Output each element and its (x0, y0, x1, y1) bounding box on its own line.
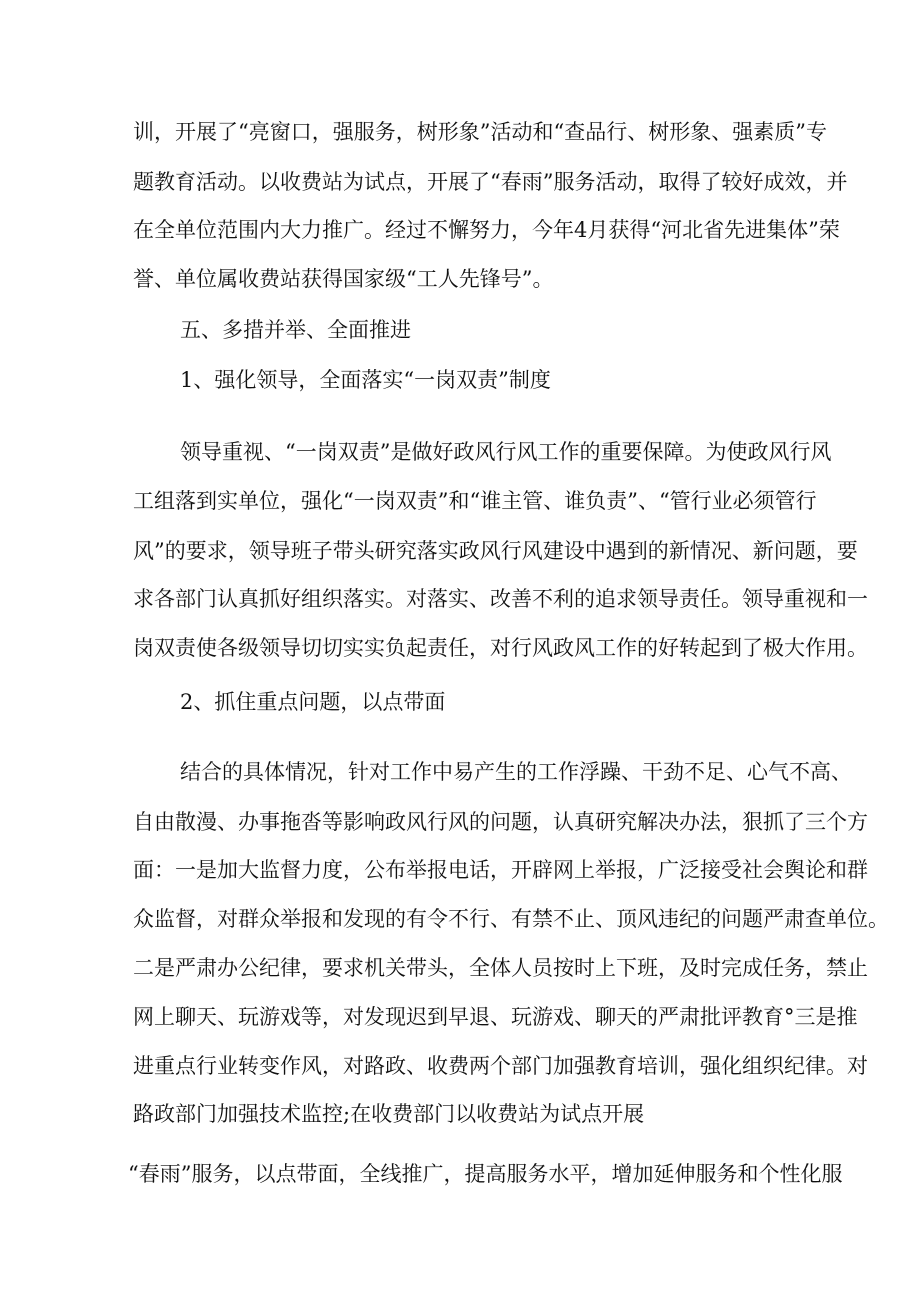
paragraph-4-line-1: “春雨”服务，以点带面，全线推广，提高服务水平，增加延伸服务和个性化服 (128, 1162, 843, 1186)
paragraph-3-line-4: 众监督，对群众举报和发现的有令不行、有禁不止、顶风违纪的问题严肃查单位。 (133, 907, 889, 931)
paragraph-2-line-5: 岗双责使各级领导切切实实负起责任，对行风政风工作的好转起到了极大作用。 (133, 636, 868, 660)
paragraph-1-line-3: 在全单位范围内大力推广。经过不懈努力，今年4月获得“河北省先进集体”荣 (133, 218, 840, 242)
paragraph-3-line-7: 进重点行业转变作风，对路政、收费两个部门加强教育培训，强化组织纪律。对 (133, 1054, 868, 1078)
paragraph-3-line-3: 面：一是加大监督力度，公布举报电话，开辟网上举报，广泛接受社会舆论和群 (133, 858, 868, 882)
paragraph-2-line-2: 工组落到实单位，强化“一岗双责”和“谁主管、谁负责”、“管行业必须管行 (133, 489, 817, 513)
paragraph-1-line-2: 题教育活动。以收费站为试点，开展了“春雨”服务活动，取得了较好成效，并 (133, 170, 848, 194)
paragraph-3-line-6: 网上聊天、玩游戏等，对发现迟到早退、玩游戏、聊天的严肃批评教育°三是推 (133, 1005, 858, 1029)
paragraph-2-line-4: 求各部门认真抓好组织落实。对落实、改善不利的追求领导责任。领导重视和一 (133, 587, 868, 611)
subsection-2-heading: 2、抓住重点问题，以点带面 (180, 690, 446, 714)
paragraph-3-line-2: 自由散漫、办事拖沓等影响政风行风的问题，认真研究解决办法，狠抓了三个方 (133, 810, 868, 834)
paragraph-3-line-5: 二是严肃办公纪律，要求机关带头，全体人员按时上下班，及时完成任务，禁止 (133, 956, 868, 980)
paragraph-3-line-1: 结合的具体情况，针对工作中易产生的工作浮躁、干劲不足、心气不高、 (180, 760, 852, 784)
subsection-1-heading: 1、强化领导，全面落实“一岗双责”制度 (180, 368, 551, 392)
paragraph-1-line-4: 誉、单位属收费站获得国家级“工人先锋号”。 (133, 267, 554, 291)
paragraph-2-line-3: 风”的要求，领导班子带头研究落实政风行风建设中遇到的新情况、新问题，要 (133, 539, 858, 563)
section-5-heading: 五、多措并举、全面推进 (180, 318, 411, 342)
paragraph-1-line-1: 训，开展了“亮窗口，强服务，树形象”活动和“查品行、树形象、强素质”专 (133, 120, 827, 144)
paragraph-2-line-1: 领导重视、“一岗双责”是做好政风行风工作的重要保障。为使政风行风 (180, 440, 832, 464)
paragraph-3-line-8: 路政部门加强技术监控;在收费部门以收费站为试点开展 (133, 1102, 645, 1126)
